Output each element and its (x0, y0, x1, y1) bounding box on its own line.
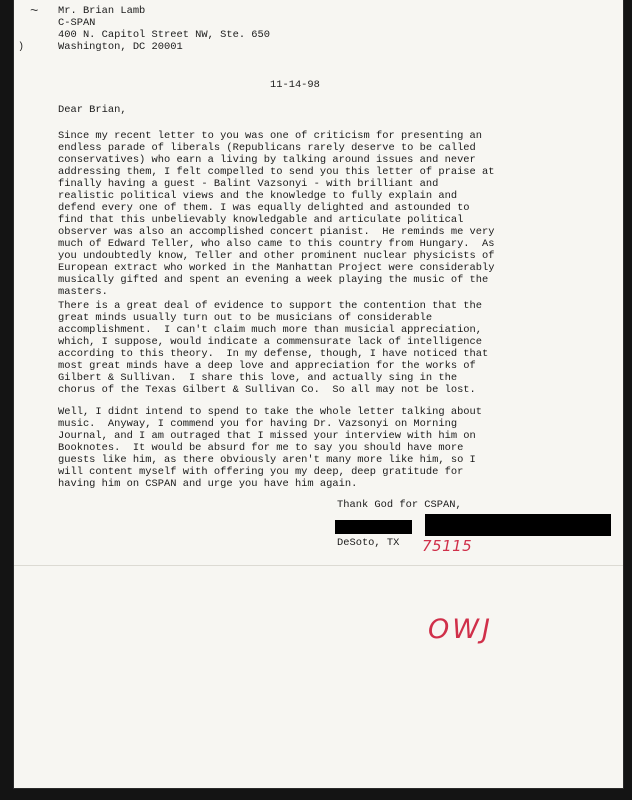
page-fold-line (14, 565, 623, 566)
body-paragraph-2: There is a great deal of evidence to support the contention that the great minds usually turn out to be musicians of considerable accomplishment. I can't claim much more than musicial appreciation, which, I suppose, would indicate a commensurate lack of intelligence according to this theory. In my defense, though, I have noticed that most great minds have a deep love and appreciation for the works of Gilbert & Sullivan. I share this love, and actually sing in the chorus of the Texas Gilbert & Sullivan Co. So all may not be lost. (58, 300, 489, 396)
handwritten-ref-number: 75115 (422, 537, 473, 555)
salutation: Dear Brian, (58, 104, 127, 116)
redacted-signature (425, 514, 611, 536)
sender-city: DeSoto, TX (337, 537, 400, 549)
body-paragraph-3: Well, I didnt intend to spend to take the whole letter talking about music. Anyway, I commend you for having Dr. Vazsonyi on Morning Journal, and I am outraged that I missed your interview with him on Booknotes. It would be absurd for me to say you should have more guests like him, as there obviously aren't many more like him, so I will content myself with offering you my deep, deep gratitude for having him on CSPAN and urge you have him again. (58, 406, 483, 490)
recipient-address: Mr. Brian Lamb C-SPAN 400 N. Capitol Street NW, Ste. 650 Washington, DC 20001 (58, 5, 271, 53)
handwritten-initials: OWJ (428, 614, 493, 645)
letter-page (14, 0, 623, 788)
staple-mark: ~ (30, 4, 39, 20)
redacted-name (335, 520, 412, 534)
closing-line: Thank God for CSPAN, (337, 499, 462, 511)
body-paragraph-1: Since my recent letter to you was one of criticism for presenting an endless parade of liberals (Republicans rarely deserve to be called conservatives) who earn a living by talking around issues and never addressing them, I felt compelled to send you this letter of praise at finally having a guest - Balint Vazsonyi - with brilliant and realistic political views and the knowledge to fully explain and defend every one of them. I was equally delighted and astounded to find that this unbelievably knowledgable and articulate political observer was also an accomplished concert pianist. He reminds me very much of Edward Teller, who also came to this country from Hungary. As you undoubtedly know, Teller and other prominent nuclear physicists of European extract who worked in the Manhattan Project were considerably musically gifted and spent an evening a week playing the music of the masters. (58, 130, 495, 298)
margin-mark: ) (18, 42, 25, 53)
letter-date: 11-14-98 (270, 79, 320, 91)
